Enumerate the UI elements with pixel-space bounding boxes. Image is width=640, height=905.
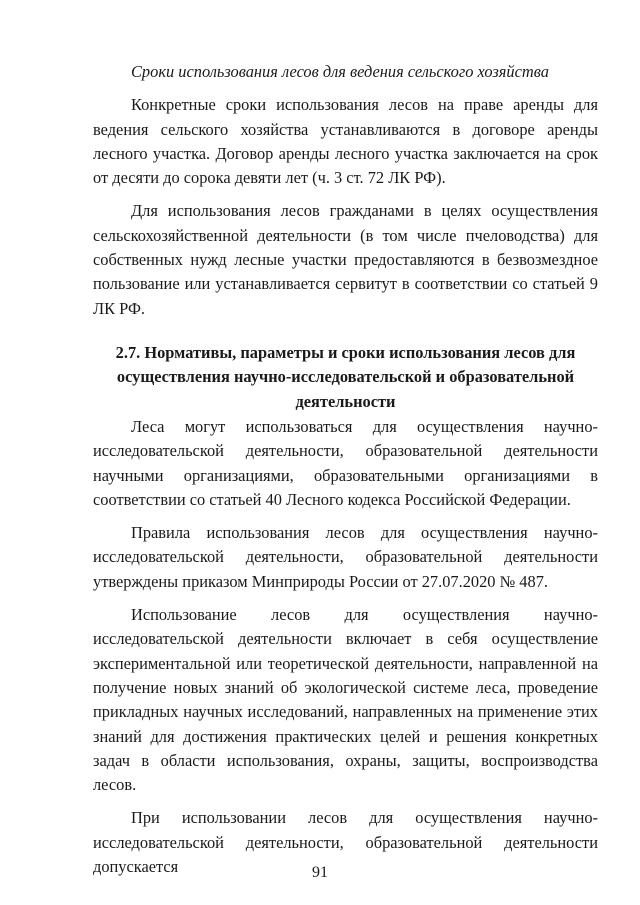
- agriculture-paragraph-2: Для использования лесов гражданами в целях осуществления сельскохозяйственной деятельности (в том числе пчеловодства) для собственных нужд лесные участки предоставляются в безвозмездное пользование или устанавливается сервитут в соответствии со статьей 9 ЛК РФ.: [93, 201, 598, 318]
- section-heading-line-2: осуществления научно-исследовательской и образовательной: [116, 367, 575, 387]
- agriculture-paragraph-1: Конкретные сроки использования лесов на праве аренды для ведения сельского хозяйства устанавливаются в договоре аренды лесного участка. Договор аренды лесного участка заключается на срок от десяти до сорока девяти лет (ч. 3 ст. 72 ЛК РФ).: [93, 95, 598, 188]
- section-heading: [93, 341, 598, 414]
- research-paragraph-3: Использование лесов для осуществления научно-исследовательской деятельности включает в себя осуществление экспериментальной или теоретической деятельности, направленной на получение новых знаний об экологической системе леса, проведение прикладных научных исследований, направленных на применение этих знаний для достижения практических целей и решения конкретных задач в области использования, охраны, защиты, воспроизводства лесов.: [93, 605, 598, 795]
- research-section: [93, 415, 598, 879]
- research-paragraph-4: При использовании лесов для осуществления научно-исследовательской деятельности, образовательной деятельности допускается: [93, 808, 598, 877]
- section-heading-line-1: 2.7. Нормативы, параметры и сроки использования лесов для: [115, 343, 576, 362]
- research-paragraph-2: Правила использования лесов для осуществления научно-исследовательской деятельности, образовательной деятельности утверждены приказом Минприроды России от 27.07.2020 № 487.: [93, 523, 598, 591]
- section-heading-line-3: деятельности: [295, 391, 396, 411]
- research-paragraph-1: Леса могут использоваться для осуществления научно-исследовательской деятельности, образовательной деятельности научными организациями, образовательными организациями в соответствии со статьей 40 Лесного кодекса Российской Федерации.: [93, 417, 598, 509]
- agriculture-section: [93, 60, 598, 321]
- page-number: 91: [312, 864, 328, 881]
- agriculture-subheading: Сроки использования лесов для ведения сельского хозяйства: [131, 62, 549, 81]
